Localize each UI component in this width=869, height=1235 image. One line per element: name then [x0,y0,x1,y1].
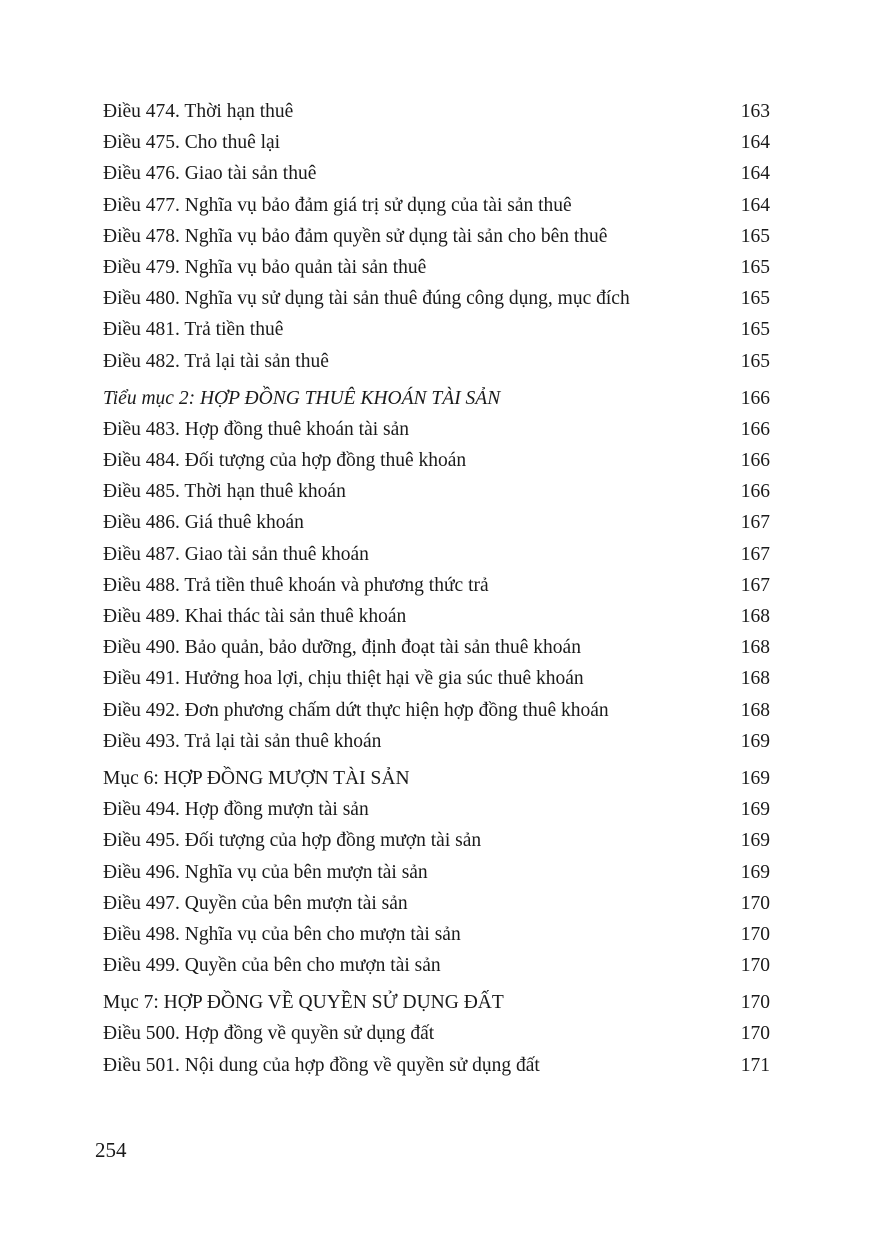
toc-entry-page: 165 [740,256,770,278]
toc-entry [103,794,770,825]
toc-entry-title: Điều 480. Nghĩa vụ sử dụng tài sản thuê đúng công dụng, mục đích [103,288,630,310]
toc-entry-title: Điều 499. Quyền của bên cho mượn tài sản [103,955,441,977]
toc-entry-page: 166 [740,481,770,503]
toc-entry [103,507,770,538]
toc-entry [103,314,770,345]
toc-entry-page: 168 [740,606,770,627]
toc-entry-page: 170 [740,923,770,945]
toc-entry-title: Điều 478. Nghĩa vụ bảo đảm quyền sử dụng tài sản cho bên thuê [103,225,608,247]
toc-entry-title: Điều 488. Trả tiền thuê khoán và phương thức trả [103,574,489,596]
toc-entry-title: Điều 494. Hợp đồng mượn tài sản [103,799,369,821]
toc-entry [103,726,770,757]
toc-entry [103,414,770,445]
toc-entry-title: Điều 489. Khai thác tài sản thuê khoán [103,606,407,627]
toc-entry-title: Điều 495. Đối tượng của hợp đồng mượn tài sản [103,830,482,852]
toc-entry-title: Điều 476. Giao tài sản thuê [103,163,317,185]
toc-entry [103,190,770,221]
toc-entry-page: 168 [740,699,770,721]
toc-entry [103,888,770,919]
toc-entry [103,158,770,189]
toc-entry-title: Điều 475. Cho thuê lại [103,132,281,154]
toc-entry [103,950,770,981]
toc-entry [103,857,770,888]
toc-entry [103,127,770,158]
toc-section-heading [103,763,770,794]
toc-entry [103,825,770,856]
toc-entry-page: 163 [740,101,770,122]
toc-entry [103,346,770,377]
toc-entry [103,252,770,283]
toc-entry-page: 169 [740,767,770,789]
toc-entry-page: 165 [740,288,770,310]
toc-entry-title: Điều 501. Nội dung của hợp đồng về quyền sử dụng đất [103,1054,540,1076]
toc-entry-page: 166 [740,387,770,409]
toc-entry [103,476,770,507]
toc-entry [103,221,770,252]
toc-entry-page: 167 [740,512,770,534]
toc-entry-title: Điều 485. Thời hạn thuê khoán [103,481,346,503]
toc-entry-page: 169 [740,861,770,883]
toc-entry-page: 169 [740,799,770,821]
toc-entry-page: 169 [740,730,770,752]
toc-entry-page: 166 [740,418,770,440]
toc-entry-title: Điều 474. Thời hạn thuê [103,101,294,122]
toc-entry-title: Điều 493. Trả lại tài sản thuê khoán [103,730,382,752]
toc-entry-page: 168 [740,637,770,659]
toc-entry [103,632,770,663]
toc-entry [103,1050,770,1081]
page-number: 254 [95,1138,127,1162]
toc-entry-page: 168 [740,668,770,690]
toc-entry-title: Điều 491. Hưởng hoa lợi, chịu thiệt hại về gia súc thuê khoán [103,668,584,690]
toc-entry [103,539,770,570]
toc-entry-title: Điều 486. Giá thuê khoán [103,512,304,534]
toc-entry-page: 164 [740,163,770,185]
toc-entry-title: Điều 481. Trả tiền thuê [103,319,284,341]
toc-entry-title: Điều 490. Bảo quản, bảo dưỡng, định đoạt tài sản thuê khoán [103,637,581,659]
toc-heading-title: Tiểu mục 2: HỢP ĐỒNG THUÊ KHOÁN TÀI SẢN [103,387,501,409]
toc-entry [103,919,770,950]
toc-entry-page: 167 [740,574,770,596]
toc-entry-title: Điều 483. Hợp đồng thuê khoán tài sản [103,418,410,440]
toc-entry-title: Điều 496. Nghĩa vụ của bên mượn tài sản [103,861,428,883]
toc-heading-title: Mục 7: HỢP ĐỒNG VỀ QUYỀN SỬ DỤNG ĐẤT [103,992,504,1014]
toc-entry-page: 164 [740,194,770,216]
toc-heading-title: Mục 6: HỢP ĐỒNG MƯỢN TÀI SẢN [103,767,410,789]
toc-entry-title: Điều 482. Trả lại tài sản thuê [103,350,329,372]
toc-entry-page: 170 [740,1023,770,1045]
toc-entry-page: 165 [740,225,770,247]
toc-entry-page: 170 [740,892,770,914]
toc-entry-title: Điều 498. Nghĩa vụ của bên cho mượn tài sản [103,923,461,945]
toc-entry-title: Điều 477. Nghĩa vụ bảo đảm giá trị sử dụng của tài sản thuê [103,194,572,216]
toc-entry-title: Điều 492. Đơn phương chấm dứt thực hiện hợp đồng thuê khoán [103,699,609,721]
toc-entry-page: 167 [740,543,770,565]
toc-entry [103,663,770,694]
toc-entry-page: 169 [740,830,770,852]
toc-entry [103,695,770,726]
toc-subsection-heading [103,383,770,414]
toc-entry-title: Điều 479. Nghĩa vụ bảo quản tài sản thuê [103,256,427,278]
toc-entry [103,96,770,127]
toc-entry [103,283,770,314]
toc-entry [103,1018,770,1049]
toc-entry-title: Điều 500. Hợp đồng về quyền sử dụng đất [103,1023,435,1045]
toc-entry-page: 170 [740,992,770,1014]
toc-entry [103,601,770,632]
toc-entry-page: 171 [740,1054,770,1076]
toc-entry-page: 165 [740,319,770,341]
table-of-contents [103,96,770,1081]
toc-entry [103,445,770,476]
toc-entry-title: Điều 487. Giao tài sản thuê khoán [103,543,369,565]
toc-entry [103,570,770,601]
toc-entry-title: Điều 497. Quyền của bên mượn tài sản [103,892,408,914]
toc-entry-page: 166 [740,450,770,472]
toc-entry-title: Điều 484. Đối tượng của hợp đồng thuê khoán [103,450,467,472]
toc-entry-page: 164 [740,132,770,154]
toc-section-heading [103,987,770,1018]
toc-entry-page: 165 [740,350,770,372]
toc-entry-page: 170 [740,955,770,977]
